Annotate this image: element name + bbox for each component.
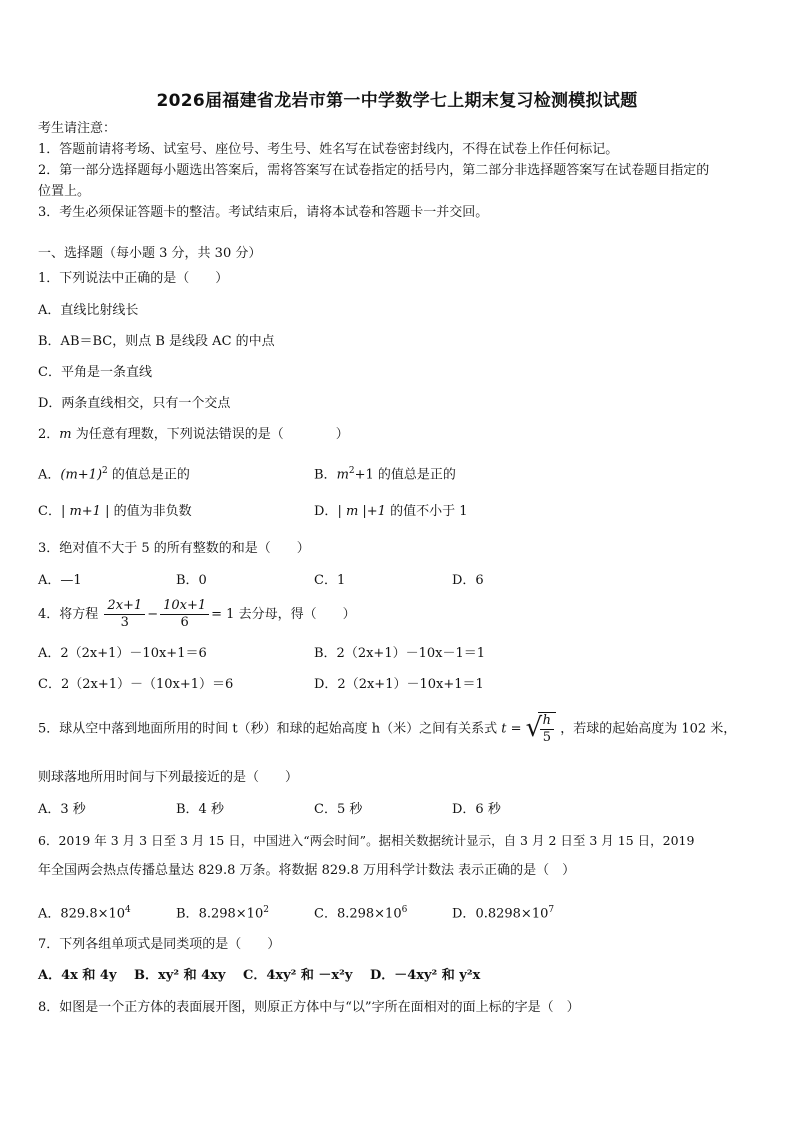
q5-option-a: A．3 秒 [38,802,86,817]
q1-option-a: A．直线比射线长 [38,303,139,318]
section-heading: 一、选择题（每小题 3 分，共 30 分） [38,246,262,261]
q4-option-a: A．2（2x+1）－10x+1＝6 [38,646,207,661]
q6-option-a: A．$829.8\times 10^4$ [38,905,131,922]
q2-option-a: A．$(m+1)^2$ 的值总是正的 [38,466,190,483]
q1-stem: 1．下列说法中正确的是（ ） [38,271,229,286]
q6-stem-line1: 6．2019 年 3 月 3 日至 3 月 15 日，中国进入“两会时间”。据相关数据统计显示，自 3 月 2 日至 3 月 15 日，2019 [38,833,695,848]
q4-fraction-2: $\frac{10x+1}{6}$ [160,598,209,631]
notice-heading: 考生请注意： [38,121,117,136]
q2-stem-text: 为任意有理数，下列说法错误的是（ ） [71,427,349,442]
q1-option-b: B．AB＝BC，则点 B 是线段 AC 的中点 [38,334,275,349]
q6-option-c: C．$8.298\times 10^6$ [314,905,408,922]
q1-option-c: C．平角是一条直线 [38,365,152,380]
q2-variable: m [59,427,72,442]
q5-stem-line2: 则球落地所用时间与下列最接近的是（ ） [38,770,299,785]
q4-option-c: C．2（2x+1）－（10x+1）＝6 [38,677,234,692]
exam-title: 2026届福建省龙岩市第一中学数学七上期末复习检测模拟试题 [156,91,638,111]
q4-option-b: B．2（2x+1）－10x－1＝1 [314,646,486,661]
q8-stem: 8．如图是一个正方体的表面展开图，则原正方体中与“以”字所在面相对的面上标的字是（ ） [38,1000,580,1015]
q7-options: A．4x 和 4y B．xy² 和 4xy C．4xy² 和 －x²y D．－4xy² 和 y²x [38,968,481,983]
q3-option-a: A．—1 [38,573,82,588]
q1-option-d: D．两条直线相交，只有一个交点 [38,396,231,411]
q5-sqrt: √ $\frac{h}{5}$ [526,712,556,746]
q2-option-d: D．| m |+1 的值不小于 1 [314,504,468,519]
q3-stem: 3．绝对值不大于 5 的所有整数的和是（ ） [38,541,310,556]
notice-item-3: 3．考生必须保证答题卡的整洁。考试结束后，请将本试卷和答题卡一并交回。 [38,205,489,220]
q2-option-c: C．| m+1 | 的值为非负数 [38,504,192,519]
q3-option-c: C．1 [314,573,346,588]
q3-option-d: D．6 [452,573,484,588]
q4-fraction-1: $\frac{2x+1}{3}$ [104,598,145,631]
q4-option-d: D．2（2x+1）－10x+1＝1 [314,677,484,692]
q7-stem: 7．下列各组单项式是同类项的是（ ） [38,937,281,952]
q5-stem: 5．球从空中落到地面所用的时间 t（秒）和球的起始高度 h（米）之间有关系式 t = √ $\frac{h}{5}$ ，若球的起始高度为 102 米， [38,713,737,745]
q6-stem-line2: 年全国两会热点传播总量达 829.8 万条。将数据 829.8 万用科学计数法 表示正确的是（ ） [38,863,576,878]
q6-option-b: B．$8.298\times 10^2$ [176,905,269,922]
q3-option-b: B．0 [176,573,207,588]
q2-option-b: B．$m^2+1$ 的值总是正的 [314,466,456,483]
notice-item-2: 2．第一部分选择题每小题选出答案后，需将答案写在试卷指定的括号内，第二部分非选择题答案写在试卷题目指定的 [38,163,710,178]
notice-item-2-cont: 位置上。 [38,184,91,199]
q4-stem: 4．将方程 $\frac{2x+1}{3}$ − $\frac{10x+1}{6}$ = 1 去分母，得（ ） [38,598,356,630]
q2-stem [38,426,349,444]
q5-option-c: C．5 秒 [314,802,363,817]
notice-item-1: 1．答题前请将考场、试室号、座位号、考生号、姓名写在试卷密封线内，不得在试卷上作任何标记。 [38,142,619,157]
q5-option-d: D．6 秒 [452,802,501,817]
q5-option-b: B．4 秒 [176,802,224,817]
q2-number: 2． [38,427,60,442]
q6-option-d: D．$0.8298\times 10^7$ [452,905,555,922]
